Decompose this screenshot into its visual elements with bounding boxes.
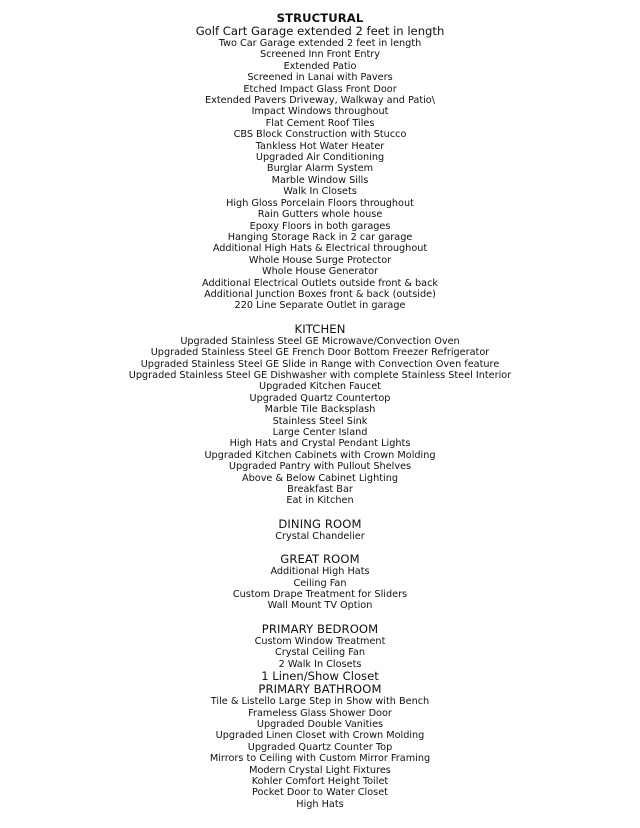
section-dining-room (0, 518, 640, 542)
section-heading-primary-bedroom: PRIMARY BEDROOM (261, 621, 379, 636)
list-item: Mirrors to Ceiling with Custom Mirror Framing (209, 753, 431, 765)
list-item: 2 Walk In Closets (278, 658, 362, 670)
list-item: Extended Pavers Driveway, Walkway and Patio\ (204, 95, 435, 107)
list-item: Large Center Island (272, 427, 368, 438)
list-item: High Hats and Crystal Pendant Lights (229, 438, 411, 450)
list-item: Screened in Lanai with Pavers (247, 72, 393, 84)
list-item: Wall Mount TV Option (267, 600, 373, 612)
list-item: High Hats (296, 798, 344, 810)
list-item: Epoxy Floors in both garages (249, 220, 391, 232)
list-item: Flat Cement Roof Tiles (265, 117, 375, 129)
list-item: Tankless Hot Water Heater (255, 140, 385, 152)
list-item: Eat in Kitchen (286, 495, 354, 507)
list-item: Breakfast Bar (287, 484, 353, 496)
list-item: Frameless Glass Shower Door (248, 707, 392, 719)
list-item: Above & Below Cabinet Lighting (241, 472, 398, 484)
list-item: Extended Patio (283, 60, 357, 72)
list-item: Additional Electrical Outlets outside front & back (201, 277, 439, 289)
list-item: 1 Linen/Show Closet (261, 669, 379, 684)
list-item: Screened Inn Front Entry (259, 49, 381, 61)
list-item: Upgraded Pantry with Pullout Shelves (228, 461, 412, 473)
list-item: Upgraded Linen Closet with Crown Molding (215, 730, 425, 742)
list-item: Upgraded Stainless Steel GE Slide in Range with Convection Oven feature (140, 358, 500, 370)
section-heading-great-room: GREAT ROOM (280, 552, 360, 567)
list-item: Upgraded Stainless Steel GE French Door Bottom Freezer Refrigerator (150, 347, 490, 359)
list-item: Burglar Alarm System (266, 163, 374, 175)
section-great-room (0, 553, 640, 612)
list-item: Stainless Steel Sink (272, 415, 368, 427)
primary-bedroom-item-list (0, 636, 640, 683)
list-item: Upgraded Kitchen Cabinets with Crown Molding (204, 449, 436, 461)
list-item: Impact Windows throughout (251, 106, 389, 118)
list-item: Marble Window Sills (271, 174, 369, 186)
section-heading-kitchen: KITCHEN (294, 321, 346, 336)
list-item: Custom Window Treatment (254, 635, 386, 647)
section-heading-primary-bathroom: PRIMARY BATHROOM (258, 682, 382, 697)
list-item: Modern Crystal Light Fixtures (249, 764, 391, 776)
dining-room-item-list (0, 531, 640, 542)
list-item: Tile & Listello Large Step in Show with Bench (210, 696, 430, 708)
list-item: Kohler Comfort Height Toilet (251, 775, 389, 787)
list-item: Whole House Surge Protector (248, 254, 392, 266)
section-primary-bedroom (0, 623, 640, 810)
list-item: Custom Drape Treatment for Sliders (232, 589, 408, 601)
list-item: Upgraded Stainless Steel GE Dishwasher with complete Stainless Steel Interior (128, 369, 512, 381)
structural-subheading: Golf Cart Garage extended 2 feet in length (195, 24, 445, 38)
list-item: Marble Tile Backsplash (264, 404, 376, 416)
great-room-item-list (0, 566, 640, 612)
list-item: Etched Impact Glass Front Door (243, 83, 397, 95)
list-item: Upgraded Double Vanities (256, 718, 384, 730)
feature-list-document (0, 12, 640, 810)
list-item: Hanging Storage Rack in 2 car garage (227, 231, 413, 243)
list-item: Additional Junction Boxes front & back (outside) (204, 288, 436, 300)
structural-item-list (0, 38, 640, 312)
list-item: Ceiling Fan (293, 577, 347, 589)
list-item: Crystal Ceiling Fan (275, 647, 365, 659)
primary-bathroom-item-list (0, 696, 640, 810)
list-item: Rain Gutters whole house (257, 209, 383, 221)
list-item: High Gloss Porcelain Floors throughout (226, 197, 414, 209)
list-item: Upgraded Air Conditioning (255, 152, 385, 164)
list-item: Upgraded Quartz Counter Top (247, 741, 393, 753)
list-item: Pocket Door to Water Closet (252, 787, 388, 799)
list-item: CBS Block Construction with Stucco (233, 129, 407, 141)
section-kitchen (0, 323, 640, 507)
list-item: Two Car Garage extended 2 feet in length (218, 38, 422, 49)
list-item: Additional High Hats & Electrical throughout (212, 243, 428, 255)
section-structural (0, 12, 640, 312)
list-item: Upgraded Quartz Countertop (249, 392, 391, 404)
list-item: Crystal Chandelier (275, 530, 365, 542)
section-heading-structural: STRUCTURAL (276, 11, 364, 25)
list-item: Additional High Hats (270, 566, 370, 578)
list-item: Upgraded Stainless Steel GE Microwave/Convection Oven (180, 335, 460, 347)
list-item: 220 Line Separate Outlet in garage (234, 300, 406, 312)
kitchen-item-list (0, 336, 640, 507)
list-item: Whole House Generator (261, 266, 378, 278)
section-heading-dining-room: DINING ROOM (278, 516, 362, 531)
list-item: Walk In Closets (283, 186, 357, 198)
list-item: Upgraded Kitchen Faucet (259, 381, 381, 393)
